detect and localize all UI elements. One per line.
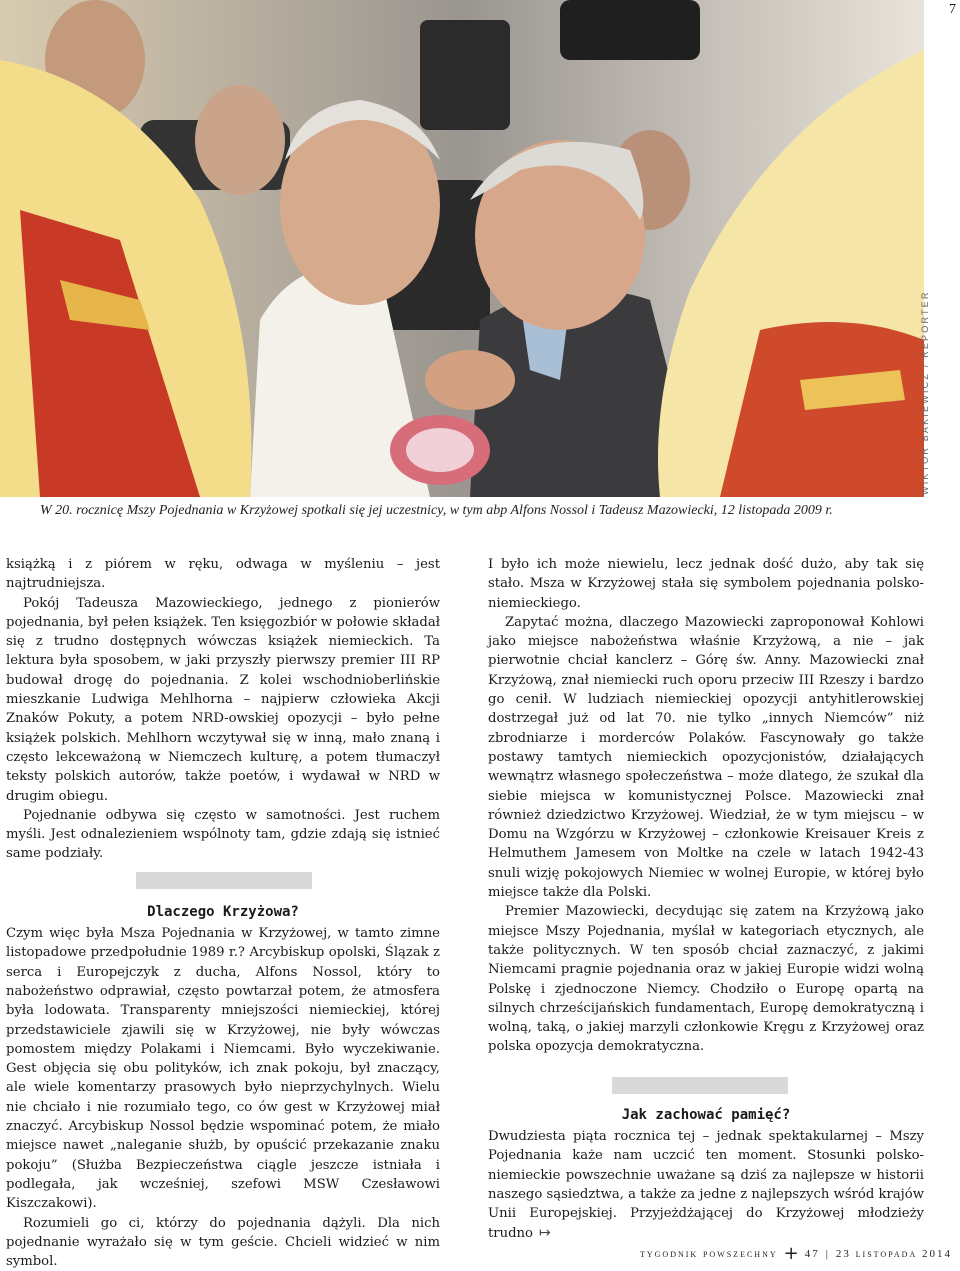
paragraph: Czym więc była Msza Pojednania w Krzyżowej, w tamto zimne listopadowe przedpołudnie 1989 r.? Arcybiskup opolski, Ślązak z serca i Europejczyk z ducha, Alfons Nossol, który to nabożeństwo odprawiał, często powtarzał potem, że atmosfera była lodowata. Transparenty mniejszości niemieckiej, której przedstawiciele zjawili się w Krzyżowej, nie były wówczas pomostem między Polakami i Niemcami. Było wyczekiwanie. Gest objęcia się obu polityków, ich znak pokoju, był znaczący, ale wiele komentarzy prasowych było nieprzychylnych. Wielu nie chciało i nie rozumiało tego, co ów gest w Krzyżowej miał znaczyć. Arcybiskup Nossol będzie wspominać potem, że miało miejsce nawet „naleganie służb, by opuścić przekazanie znaku pokoju” (Służba Bezpieczeństwa ciągle jeszcze istniała i podlegała, jak wcześniej, szefowi MSW Czesławowi Kiszczakowi). [6,924,440,1213]
paragraph: Pokój Tadeusza Mazowieckiego, jednego z pionierów pojednania, był pełen książek. Ten księgozbiór w połowie składał się z trudno dostępnych wówczas książek niemieckich. Ta lektura była sposobem, w jaki przyszły pierwszy premier III RP budował drogę do pojednania. Z kolei wschodnioberlińskie mieszkanie Ludwiga Mehlhorna – najpierw człowieka Akcji Znaków Pokuty, a potem NRD-owskiej opozycji – było pełne książek polskich. Mehlhorn wczytywał się w inną, mało znaną i często lekceważoną w Niemczech kulturę, a potem tłumaczył teksty polskich autorów, także poetów, i wydawał w NRD w drugim obiegu. [6,594,440,806]
photo-illustration [0,0,924,497]
paragraph-text: Dwudziesta piąta rocznica tej – jednak spektakularnej – Mszy Pojednania każe nam uczcić ten moment. Stosunki polsko-niemieckie powszechnie uważane są dziś za najlepsze w historii naszego sąsiedztwa, a także za jedne z najlepszych wśród krajów Unii Europejskiej. Przyjeżdżającej do Krzyżowej młodzieży trudno [488,1129,924,1240]
page-number: 7 [949,2,956,18]
divider-bar: | [826,1248,830,1260]
section-divider [612,1077,788,1094]
photo-caption: W 20. rocznicę Mszy Pojednania w Krzyżowej spotkali się jej uczestnicy, w tym abp Alfons Nossol i Tadeusz Mazowiecki, 12 listopada 2009 r. [40,503,920,519]
section-heading: Dlaczego Krzyżowa? [6,903,440,922]
paragraph: książką i z piórem w ręku, odwaga w myśleniu – jest najtrudniejsza. [6,555,440,594]
paragraph: I było ich może niewielu, lecz jednak dość dużo, aby tak się stało. Msza w Krzyżowej stała się symbolem pojednania polsko-niemieckiego. [488,555,924,613]
section-divider [136,872,312,889]
article-photo [0,0,924,497]
continue-arrow-icon: ↦ [539,1225,551,1241]
paragraph [488,1127,924,1243]
plus-icon: + [784,1243,799,1264]
article-column-left [6,555,440,1271]
publication-name: tygodnik powszechny [640,1248,778,1260]
issue-date: 23 listopada 2014 [836,1248,952,1260]
paragraph: Premier Mazowiecki, decydując się zatem na Krzyżową jako miejsce Mszy Pojednania, myślał w kategoriach etycznych, ale także politycznych. W ten sposób chciał zaznaczyć, z jakimi Niemcami pragnie pojednania oraz w jakiej Europie widzi wolną Polskę i zjednoczone Niemcy. Chodziło o Europę opartą na silnych chrześcijańskich fundamentach, Europę demokratyczną i wolną, taką, o jakiej marzyli członkowie Kręgu z Krzyżowej oraz polska opozycja demokratyczna. [488,902,924,1056]
paragraph: Rozumieli go ci, którzy do pojednania dążyli. Dla nich pojednanie wyrażało się w tym geście. Chcieli widzieć w nim symbol. [6,1214,440,1271]
article-column-right [488,555,924,1243]
photo-credit: WIKTOR BAKIEWICZ / REPORTER [920,195,930,495]
section-heading: Jak zachować pamięć? [488,1106,924,1125]
paragraph: Zapytać można, dlaczego Mazowiecki zaproponował Kohlowi jako miejsce nabożeństwa właśnie Krzyżową, a nie – jak pierwotnie chciał kanclerz – Górę św. Anny. Mazowiecki znał Krzyżową, znał niemiecki ruch oporu przeciw III Rzeszy i bardzo go cenił. W ludziach niemieckiej opozycji antyhitlerowskiej dostrzegał już od lat 70. nie tylko „innych Niemców” niż zbrodniarze i morderców Polaków. Fascynowały go także postawy tamtych niemieckich opozycjonistów, działających wewnątrz własnego społeczeństwa – może dlatego, że szukał dla siebie miejsca w komunistycznej Polsce. Mazowiecki znał również dziedzictwo Krzyżowej. Wiedział, że w tym miejscu – w Domu na Wzgórzu w Krzyżowej – członkowie Kreisauer Kreis z Helmuthem Jamesem von Moltke na czele w latach 1942-43 snuli wizję pokojowych Niemiec w wolnej Europie, w której było miejsce także dla Polski. [488,613,924,902]
paragraph: Pojednanie odbywa się często w samotności. Jest ruchem myśli. Jest odnalezieniem wspólnoty tam, gdzie zdają się istnieć same podziały. [6,806,440,864]
issue-number: 47 [805,1248,820,1260]
page-footer [640,1243,952,1264]
